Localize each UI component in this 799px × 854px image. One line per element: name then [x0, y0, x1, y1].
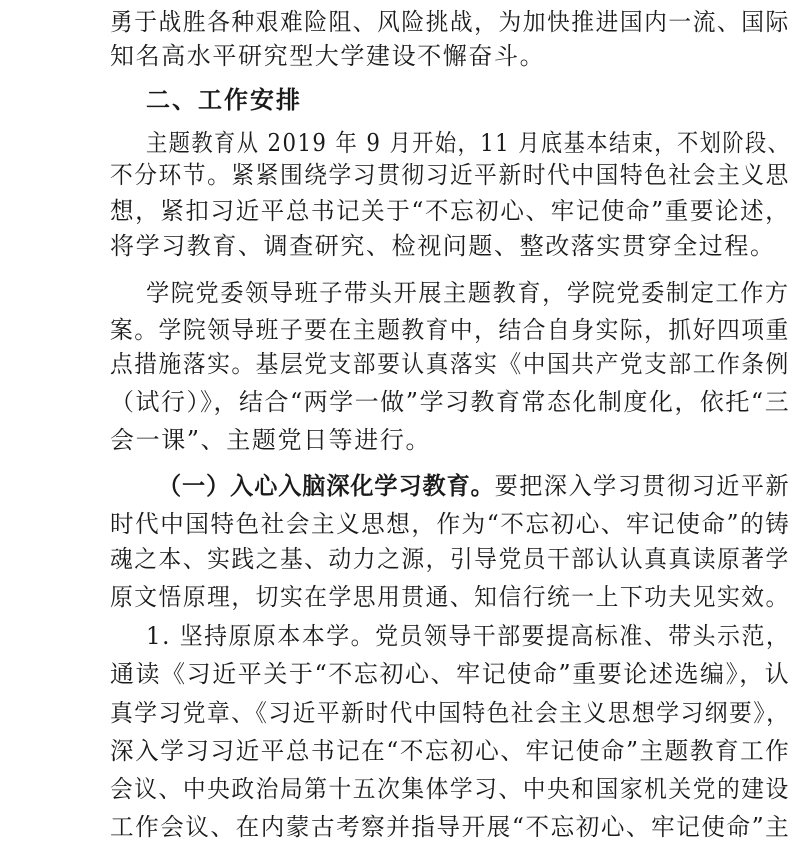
- paragraph-line: 原文悟原理，切实在学思用贯通、知信行统一上下功夫见实效。: [110, 583, 790, 611]
- paragraph-line: 通读《习近平关于“不忘初心、牢记使命”重要论述选编》，认: [110, 660, 791, 688]
- paragraph-line: （试行）》，结合“两学一做”学习教育常态化制度化，依托“三: [110, 388, 791, 416]
- paragraph-line: 想，紧扣习近平总书记关于“不忘初心、牢记使命”重要论述，: [110, 197, 791, 225]
- paragraph-line: 真学习党章、《习近平新时代中国特色社会主义思想学习纲要》，: [110, 699, 791, 727]
- paragraph-line: 知名高水平研究型大学建设不懈奋斗。: [110, 42, 546, 70]
- paragraph-line: 会一课”、主题党日等进行。: [110, 426, 432, 454]
- paragraph-line: 工作会议、在内蒙古考察并指导开展“不忘初心、牢记使命”主: [110, 813, 791, 841]
- paragraph-line: 案。学院领导班子要在主题教育中，结合自身实际，抓好四项重: [110, 316, 790, 344]
- paragraph-line: 1. 坚持原原本本学。党员领导干部要提高标准、带头示范，: [146, 622, 791, 650]
- paragraph-line: 将学习教育、调查研究、检视问题、整改落实贯穿全过程。: [110, 232, 776, 260]
- paragraph-text: 要把深入学习贯彻习近平新: [494, 472, 791, 500]
- paragraph-line: 不分环节。紧紧围绕学习贯彻习近平新时代中国特色社会主义思: [110, 161, 790, 189]
- paragraph-line: 勇于战胜各种艰难险阻、风险挑战，为加快推进国内一流、国际: [110, 8, 790, 36]
- paragraph-line: 学院党委领导班子带头开展主题教育，学院党委制定工作方: [146, 279, 790, 307]
- subsection-heading: （一）入心入脑深化学习教育。: [158, 471, 495, 500]
- paragraph-line: 魂之本、实践之基、动力之源，引导党员干部认认真真读原著学: [110, 545, 790, 573]
- paragraph-line: 会议、中央政治局第十五次集体学习、中央和国家机关党的建设: [110, 775, 790, 803]
- paragraph-line: 深入学习习近平总书记在“不忘初心、牢记使命”主题教育工作: [110, 737, 791, 765]
- subsection-line: [158, 471, 791, 500]
- paragraph-line: 时代中国特色社会主义思想，作为“不忘初心、牢记使命”的铸: [110, 510, 791, 538]
- section-heading: 二、工作安排: [146, 86, 302, 114]
- paragraph-line: 主题教育从 2019 年 9 月开始，11 月底基本结束，不划阶段、: [146, 129, 791, 157]
- paragraph-line: 点措施落实。基层党支部要认真落实《中国共产党支部工作条例: [110, 350, 790, 378]
